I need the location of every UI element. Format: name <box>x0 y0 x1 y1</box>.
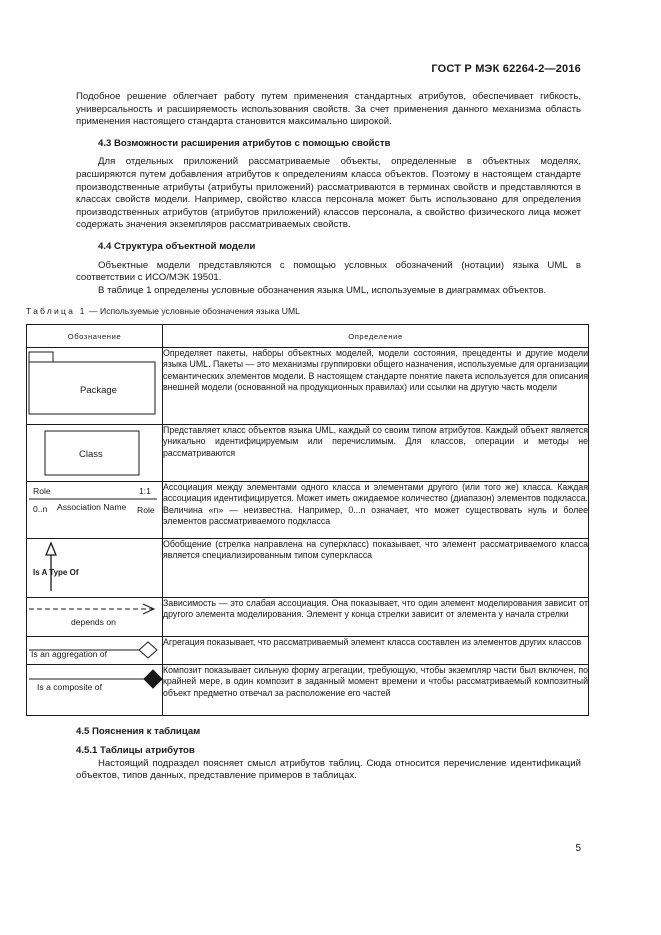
composite-symbol-cell <box>27 665 163 716</box>
aggregation-definition: Агрегация показывает, что рассматриваемый элемент класса составлен из элементов других классов <box>163 637 589 665</box>
filled-diamond-icon <box>144 670 162 688</box>
class-symbol <box>27 425 163 481</box>
package-definition: Определяет пакеты, наборы объектных моделей, модели состояния, прецеденты и другие модели языка UML. Пакеты — это механизмы группировки общего назначения, используемые для организации семантических элементов модели. В настоящем стандарте понятие пакета используется для описания внешней модели (основанной на продукционных правилах) или ссылки на другую часть модели <box>163 348 589 425</box>
paragraph-4-4-2: В таблице 1 определены условные обозначения языка UML, используемые в диаграммах объектов. <box>98 284 547 296</box>
aggregation-symbol <box>27 637 163 664</box>
table-row <box>27 348 589 425</box>
intro-paragraph: Подобное решение облегчает работу путем применения стандартных атрибутов, обеспечивает гибкость, универсальность и расширяемость использования свойств. За счет применения данного механизма область применения настоящего стандарта становится максимально широкой. <box>76 91 581 128</box>
association-symbol-cell <box>27 482 163 539</box>
table-caption <box>26 306 581 317</box>
column-header-definition: Определение <box>163 325 589 348</box>
generalization-symbol-cell <box>27 539 163 598</box>
association-role-right: Role <box>137 505 155 516</box>
package-symbol-cell <box>27 348 163 425</box>
document-body <box>26 91 588 783</box>
composite-symbol <box>27 665 163 715</box>
association-role-left: Role <box>33 486 51 497</box>
dependency-symbol <box>27 598 163 636</box>
association-multiplicity-right: 1:1 <box>139 486 151 497</box>
table-row <box>27 665 589 716</box>
table-row <box>27 425 589 482</box>
heading-4-5-1: 4.5.1 Таблицы атрибутов <box>76 744 195 756</box>
association-name: Association Name <box>57 502 127 513</box>
package-tab <box>29 352 53 362</box>
dependency-label: depends on <box>71 617 116 628</box>
association-symbol <box>27 482 163 538</box>
heading-4-3: 4.3 Возможности расширения атрибутов с помощью свойств <box>98 137 391 149</box>
association-multiplicity-left: 0..n <box>33 504 48 515</box>
composite-definition: Композит показывает сильную форму агрегации, требующую, чтобы экземпляр части был включен, по крайней мере, в один композит в заданный момент времени и чтобы рассматриваемый композитный объект предметно отвечал за расположение его частей <box>163 665 589 716</box>
aggregation-label: Is an aggregation of <box>31 649 107 660</box>
generalization-definition: Обобщение (стрелка направлена на суперкласс) показывает, что элемент рассматриваемого класса является специализированным типом суперкласса <box>163 539 589 598</box>
class-definition: Представляет класс объектов языка UML, каждый со своим типом атрибутов. Каждый объект является уникально идентифицируемым или перечислимым. Для классов, операции и методы не рассматриваются <box>163 425 589 482</box>
association-definition: Ассоциация между элементами одного класса и элементами другого (или того же) класса. Каждая ассоциация идентифицируется. Может иметь ожидаемое количество (диапазон) элементов подкласса. Величина «n» — неизвестна. Например, 0...n означает, что может существовать нуль и более элементов рассматриваемого подкласса <box>163 482 589 539</box>
document-id: ГОСТ Р МЭК 62264-2—2016 <box>431 63 581 75</box>
composite-label: Is a composite of <box>37 682 102 693</box>
table-caption-text: — Используемые условные обозначения языка UML <box>86 306 300 317</box>
heading-4-4: 4.4 Структура объектной модели <box>98 240 256 252</box>
table-header-row <box>27 325 589 348</box>
paragraph-4-5-1: Настоящий подраздел поясняет смысл атрибутов таблиц. Сюда относится перечисление идентификаций объектов, типов данных, представление примеров в таблицах. <box>76 757 581 782</box>
generalization-label: Is A Type Of <box>33 568 79 578</box>
hollow-diamond-icon <box>139 642 157 658</box>
dependency-symbol-cell <box>27 598 163 637</box>
class-label: Class <box>79 449 103 461</box>
table-row <box>27 598 589 637</box>
table-caption-prefix: Таблица 1 <box>26 306 87 317</box>
generalization-arrowhead-icon <box>46 543 56 555</box>
table-row <box>27 539 589 598</box>
generalization-symbol <box>27 539 163 597</box>
page-number: 5 <box>575 843 581 854</box>
table-row <box>27 637 589 665</box>
class-symbol-cell <box>27 425 163 482</box>
package-label: Package <box>80 385 117 397</box>
table-row <box>27 482 589 539</box>
package-symbol <box>27 348 163 424</box>
aggregation-symbol-cell <box>27 637 163 665</box>
column-header-symbol: Обозначение <box>27 325 163 348</box>
heading-4-5: 4.5 Пояснения к таблицам <box>76 726 201 738</box>
paragraph-4-4-1: Объектные модели представляются с помощью условных обозначений (нотации) языка UML в соответствии с ИСО/МЭК 19501. <box>76 259 581 284</box>
uml-notation-table <box>26 324 589 716</box>
paragraph-4-3: Для отдельных приложений рассматриваемые объекты, определенные в объектных моделях, расширяются путем добавления атрибутов к определениям класса объектов. Поэтому в настоящем стандарте производственные атрибуты (атрибуты приложений) рассматриваются в терминах свойств и представляются в классах свойств модели. Например, свойство класса персонала может быть использовано для определения производственных атрибутов (атрибутов приложений) классов персонала, а свойство физического лица может содержать значения экземпляров рассматриваемых свойств. <box>76 156 581 231</box>
dependency-definition: Зависимость — это слабая ассоциация. Она показывает, что один элемент моделирования зависит от другого элемента моделирования. Элемент у конца стрелки зависит от элемента у начала стрелки <box>163 598 589 637</box>
